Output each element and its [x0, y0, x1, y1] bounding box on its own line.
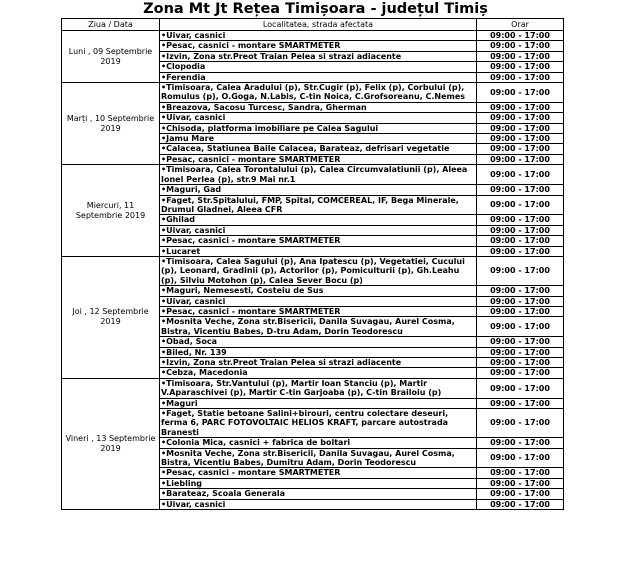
hours-cell: 09:00 - 17:00 — [477, 378, 564, 398]
location-cell: •Faget, Statie betoane Salini+birouri, centru colectare deseuri, ferma 6, PARC FOTOVOLTAIC HELIOS KRAFT, parcare autostrada Branesti — [160, 409, 477, 438]
hours-cell: 09:00 - 17:00 — [477, 398, 564, 408]
hours-cell: 09:00 - 17:00 — [477, 296, 564, 306]
hours-cell: 09:00 - 17:00 — [477, 51, 564, 61]
location-cell: •Pesac, casnici - montare SMARTMETER — [160, 236, 477, 246]
location-cell: •Pesac, casnici - montare SMARTMETER — [160, 154, 477, 164]
header-location: Localitatea, strada afectata — [160, 19, 477, 31]
location-cell: •Barateaz, Scoala Generala — [160, 489, 477, 499]
location-cell: •Liebling — [160, 478, 477, 488]
header-day: Ziua / Data — [62, 19, 160, 31]
location-cell: •Timisoara, Calea Torontalului (p), Calea Circumvalatiunii (p), Aleea Ionel Perlea (p), str.9 Mai nr.1 — [160, 165, 477, 185]
hours-cell: 09:00 - 17:00 — [477, 113, 564, 123]
location-cell: •Uivar, casnici — [160, 225, 477, 235]
location-cell: •Clopodia — [160, 62, 477, 72]
hours-cell: 09:00 - 17:00 — [477, 347, 564, 357]
hours-cell: 09:00 - 17:00 — [477, 478, 564, 488]
location-cell: •Timisoara, Str.Vantului (p), Martir Ioan Stanciu (p), Martir V.Aparaschivei (p), Martir C-tin Garjoaba (p), C-tin Brailoiu (p) — [160, 378, 477, 398]
day-cell: Vineri , 13 Septembrie 2019 — [62, 378, 160, 509]
hours-cell: 09:00 - 17:00 — [477, 409, 564, 438]
schedule-body — [62, 31, 564, 510]
hours-cell: 09:00 - 17:00 — [477, 489, 564, 499]
location-cell: •Biled, Nr. 139 — [160, 347, 477, 357]
location-cell: •Uivar, casnici — [160, 31, 477, 41]
location-cell: •Timisoara, Calea Aradului (p), Str.Cugir (p), Felix (p), Corbului (p), Romulus (p), O.Goga, N.Labis, C-tin Noica, C.Grofsoreanu, C.Nemes — [160, 83, 477, 103]
location-cell: •Maguri, Gad — [160, 185, 477, 195]
location-cell: •Pesac, casnici - montare SMARTMETER — [160, 468, 477, 478]
hours-cell: 09:00 - 17:00 — [477, 31, 564, 41]
location-cell: •Uivar, casnici — [160, 499, 477, 509]
location-cell: •Uivar, casnici — [160, 296, 477, 306]
location-cell: •Breazova, Sacosu Turcesc, Sandra, Gherman — [160, 102, 477, 112]
table-row — [62, 378, 564, 398]
hours-cell: 09:00 - 17:00 — [477, 236, 564, 246]
location-cell: •Pesac, casnici - montare SMARTMETER — [160, 306, 477, 316]
hours-cell: 09:00 - 17:00 — [477, 215, 564, 225]
day-cell: Miercuri, 11 Septembrie 2019 — [62, 165, 160, 257]
hours-cell: 09:00 - 17:00 — [477, 41, 564, 51]
location-cell: •Ghilad — [160, 215, 477, 225]
location-cell: •Uivar, casnici — [160, 113, 477, 123]
location-cell: •Pesac, casnici - montare SMARTMETER — [160, 41, 477, 51]
location-cell: •Chisoda, platforma imobiliare pe Calea Sagului — [160, 123, 477, 133]
hours-cell: 09:00 - 17:00 — [477, 368, 564, 378]
day-cell: Joi , 12 Septembrie 2019 — [62, 256, 160, 378]
header-hours: Orar — [477, 19, 564, 31]
hours-cell: 09:00 - 17:00 — [477, 448, 564, 468]
hours-cell: 09:00 - 17:00 — [477, 499, 564, 509]
hours-cell: 09:00 - 17:00 — [477, 286, 564, 296]
hours-cell: 09:00 - 17:00 — [477, 83, 564, 103]
day-cell: Luni , 09 Septembrie 2019 — [62, 31, 160, 83]
hours-cell: 09:00 - 17:00 — [477, 438, 564, 448]
location-cell: •Mosnita Veche, Zona str.Bisericii, Danila Suvagau, Aurel Cosma, Bistra, Vicentiu Babes, D-tru Adam, Dorin Teodorescu — [160, 317, 477, 337]
hours-cell: 09:00 - 17:00 — [477, 123, 564, 133]
table-header-row — [62, 19, 564, 31]
location-cell: •Obad, Soca — [160, 337, 477, 347]
location-cell: •Cebza, Macedonia — [160, 368, 477, 378]
location-cell: •Mosnita Veche, Zona str.Bisericii, Danila Suvagau, Aurel Cosma, Bistra, Vicentiu Babes, Dumitru Adam, Dorin Teodorescu — [160, 448, 477, 468]
hours-cell: 09:00 - 17:00 — [477, 102, 564, 112]
day-cell: Marți , 10 Septembrie 2019 — [62, 83, 160, 165]
hours-cell: 09:00 - 17:00 — [477, 195, 564, 215]
hours-cell: 09:00 - 17:00 — [477, 317, 564, 337]
table-row — [62, 256, 564, 285]
hours-cell: 09:00 - 17:00 — [477, 62, 564, 72]
schedule-table — [61, 18, 564, 510]
location-cell: •Colonia Mica, casnici + fabrica de boltari — [160, 438, 477, 448]
location-cell: •Maguri, Nemesesti, Costeiu de Sus — [160, 286, 477, 296]
location-cell: •Lucaret — [160, 246, 477, 256]
location-cell: •Calacea, Statiunea Baile Calacea, Barateaz, defrisari vegetatie — [160, 144, 477, 154]
hours-cell: 09:00 - 17:00 — [477, 337, 564, 347]
hours-cell: 09:00 - 17:00 — [477, 185, 564, 195]
hours-cell: 09:00 - 17:00 — [477, 154, 564, 164]
hours-cell: 09:00 - 17:00 — [477, 225, 564, 235]
hours-cell: 09:00 - 17:00 — [477, 358, 564, 368]
location-cell: •Timisoara, Calea Sagului (p), Ana Ipatescu (p), Vegetatiei, Cucului (p), Leonard, Gradinii (p), Actorilor (p), Pomiculturii (p), Gh.Leahu (p), Silviu Motohon (p), Calea Sever Bocu (p) — [160, 256, 477, 285]
hours-cell: 09:00 - 17:00 — [477, 306, 564, 316]
location-cell: •Faget, Str.Spitalului, FMP, Spital, COMCEREAL, IF, Bega Minerale, Drumul Gladnei, Aleea CFR — [160, 195, 477, 215]
hours-cell: 09:00 - 17:00 — [477, 165, 564, 185]
hours-cell: 09:00 - 17:00 — [477, 144, 564, 154]
table-row — [62, 83, 564, 103]
document-title: Zona Mt Jt Rețea Timișoara - județul Timiș — [143, 1, 488, 17]
location-cell: •Ferendia — [160, 72, 477, 82]
hours-cell: 09:00 - 17:00 — [477, 134, 564, 144]
hours-cell: 09:00 - 17:00 — [477, 72, 564, 82]
hours-cell: 09:00 - 17:00 — [477, 468, 564, 478]
location-cell: •Jamu Mare — [160, 134, 477, 144]
location-cell: •Izvin, Zona str.Preot Traian Pelea si strazi adiacente — [160, 51, 477, 61]
hours-cell: 09:00 - 17:00 — [477, 246, 564, 256]
table-row — [62, 165, 564, 185]
hours-cell: 09:00 - 17:00 — [477, 256, 564, 285]
location-cell: •Izvin, Zona str.Preot Traian Pelea si strazi adiacente — [160, 358, 477, 368]
location-cell: •Maguri — [160, 398, 477, 408]
table-row — [62, 31, 564, 41]
